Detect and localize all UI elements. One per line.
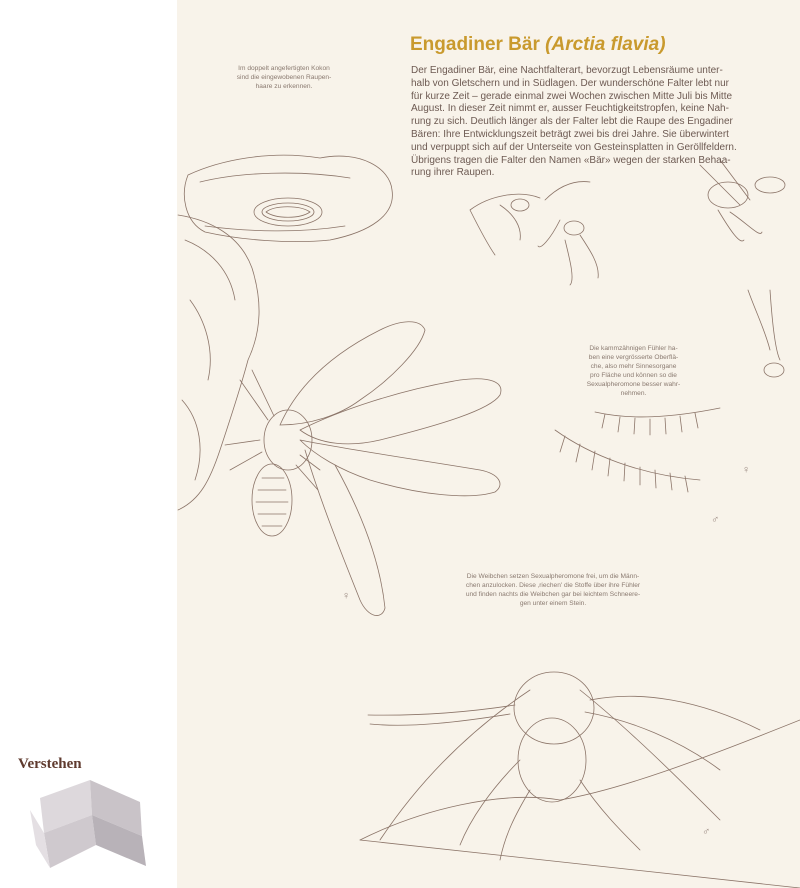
female-symbol-left: ♀ (342, 590, 351, 602)
antennae-sketch (555, 408, 720, 492)
intro-text: Der Engadiner Bär, eine Nachtfalterart, bevorzugt Lebensräume unter- halb von Gletschern und in Südlagen. Der wunderschöne Falter lebt nur für kurze Zeit – gerade einmal zwei Wochen zwischen Mitte Juli bis Mitte August. In dieser Zeit nimmt er, ausser Feuchtigkeitstropfen, keine Nah- rung zu sich. Deutlich länger als der Falter lebt die Raupe des Engadiner Bären: Ihre Entwicklungszeit beträgt zwei bis drei Jahre. Sie überwintert und verpuppt sich auf der Unterseite von Gesteinsplatten in Geröllfeldern. Übrigens tragen die Falter den Namen «Bär» wegen der starken Behaa- rung ihrer Raupen. (411, 65, 737, 179)
section-label-verstehen: Verstehen (18, 756, 82, 772)
female-symbol-antenna: ♀ (742, 464, 751, 476)
resting-moth-sketch (360, 672, 800, 888)
male-symbol-bottom: ♂ (702, 826, 711, 838)
rock-sketch (178, 215, 259, 510)
antennae-note: Die kammzähnigen Fühler ha- ben eine vergrösserte Oberflä- che, also mehr Sinnesorgane pro Fläche und können so die Sexualpheromone besser wahr- nehmen. (586, 345, 681, 397)
female-note: Die Weibchen setzen Sexualpheromone frei, um die Männ- chen anzulocken. Diese ‚riechen' die Stoffe über ihre Fühler und finden nachts die Weibchen gar bei leichtem Schneere- gen unter einem Stein. (465, 573, 641, 607)
folded-brochure-icon (30, 780, 146, 868)
cocoon-note: Im doppelt angefertigten Kokon sind die eingewobenen Raupen- haare zu erkennen. (236, 65, 332, 90)
cocoon-stone-sketch (184, 155, 392, 241)
male-symbol-antenna: ♂ (711, 514, 720, 526)
page-title: Engadiner Bär (Arctia flavia) (410, 34, 666, 55)
